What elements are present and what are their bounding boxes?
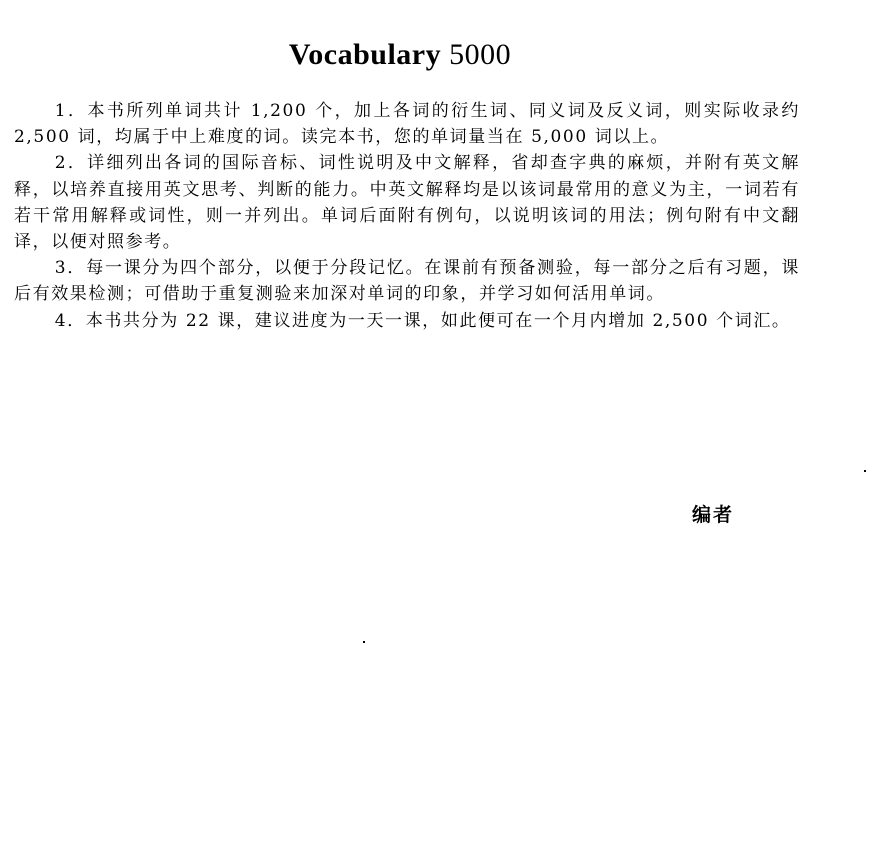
editor-signature: 编者 (692, 504, 735, 526)
scan-speck (363, 641, 365, 643)
paragraph-3: 3．每一课分为四个部分，以便于分段记忆。在课前有预备测验，每一部分之后有习题，课后有效果检测；可借助于重复测验来加深对单词的印象，并学习如何活用单词。 (14, 258, 800, 305)
title-text: Vocabulary (288, 38, 442, 71)
preface-body (14, 98, 800, 334)
scan-speck (864, 470, 866, 472)
title-number: 5000 (449, 38, 512, 71)
page-title (0, 38, 800, 72)
paragraph-4: 4．本书共分为 22 课，建议进度为一天一课，如此便可在一个月内增加 2,500 个词汇。 (54, 310, 791, 331)
paragraph-1: 1．本书所列单词共计 1,200 个，加上各词的衍生词、同义词及反义词，则实际收录约 2,500 词，均属于中上难度的词。读完本书，您的单词量当在 5,000 词以上。 (14, 101, 800, 148)
paragraph-2: 2．详细列出各词的国际音标、词性说明及中文解释，省却查字典的麻烦，并附有英文解释，以培养直接用英文思考、判断的能力。中英文解释均是以该词最常用的意义为主，一词若有若干常用解释或词性，则一并列出。单词后面附有例句，以说明该词的用法；例句附有中文翻译，以便对照参考。 (14, 153, 800, 253)
